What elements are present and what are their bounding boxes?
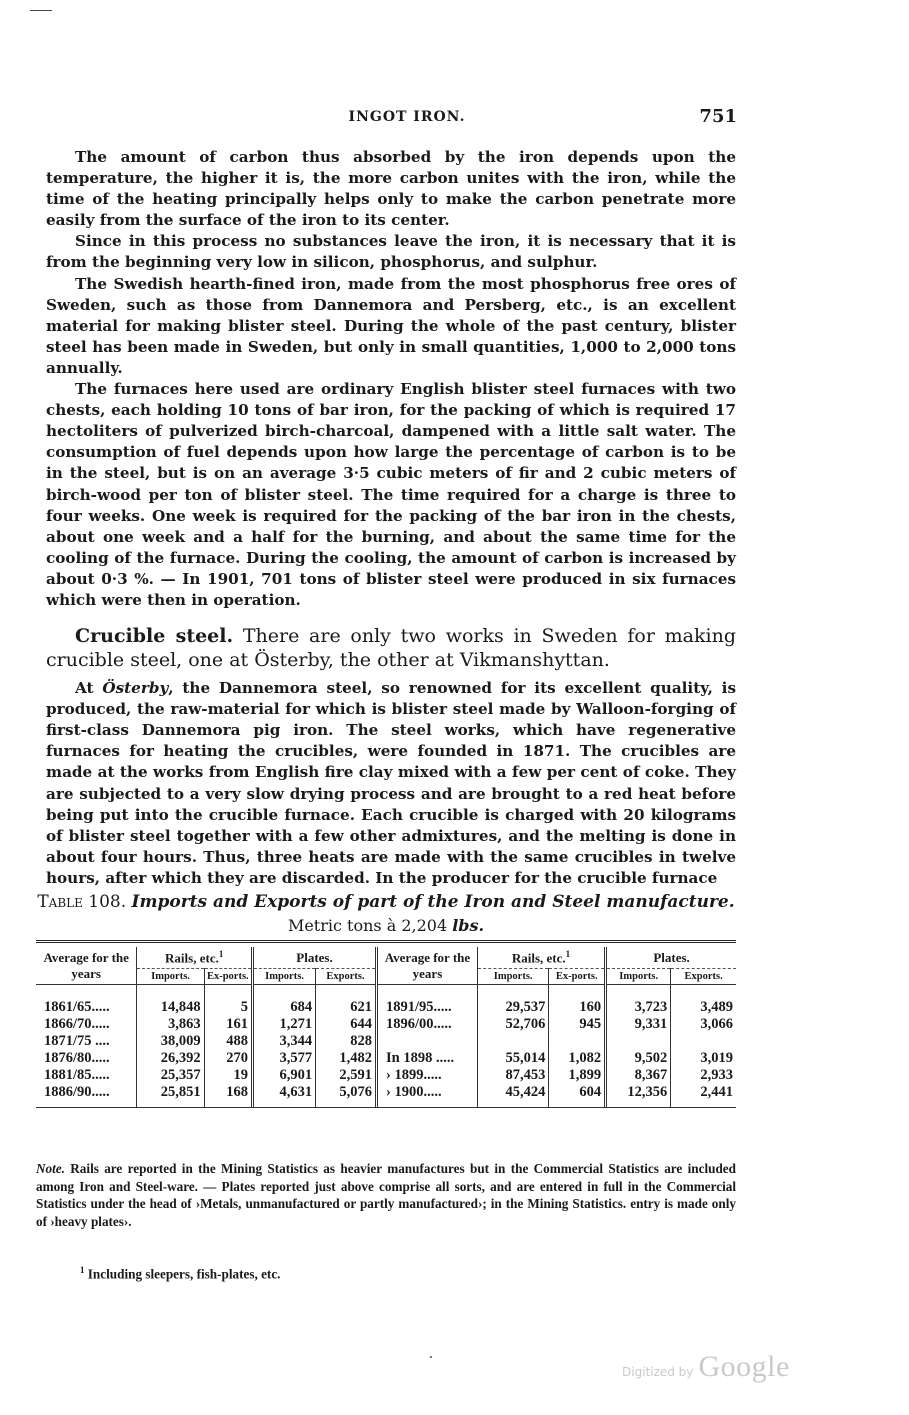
header-plates-exports-left: Exports. bbox=[316, 969, 377, 985]
digitized-watermark bbox=[622, 1350, 790, 1384]
table-subtitle-main: Metric tons à 2,204 bbox=[287, 916, 448, 935]
right-rails-imports-cell: 29,537 bbox=[477, 999, 548, 1016]
left-period-cell: 1866/70..... bbox=[44, 1016, 110, 1033]
header-rails-right-text: Rails, etc. bbox=[511, 950, 566, 966]
right-period-cell: › 1899..... bbox=[377, 1067, 478, 1084]
right-rails-imports-cell: 55,014 bbox=[477, 1050, 548, 1067]
watermark-small-text: Digitized by bbox=[622, 1365, 694, 1379]
table-row bbox=[36, 1084, 736, 1101]
right-plates-exports-cell: 3,019 bbox=[671, 1050, 736, 1067]
right-period-cell: In 1898 ..... bbox=[377, 1050, 478, 1067]
right-plates-imports-cell: 9,331 bbox=[606, 1016, 671, 1033]
section-crucible-steel bbox=[46, 624, 736, 672]
paragraph-furnaces: The furnaces here used are ordinary English blister steel furnaces with two chests, each holding 10 tons of bar iron, for the packing of which is required 17 hectoliters of pulverized birch-charcoal, dampened with a little salt water. The consumption of fuel depends upon how large the percentage of carbon is to be in the steel, but is on an average 3·5 cubic meters of fir and 2 cubic meters of birch-wood per ton of blister steel. The time required for a charge is three to four weeks. One week is required for the packing of the bar iron in the chests, about one week and a half for the burning, and about the same time for the cooling of the furnace. During the cooling, the amount of carbon is increased by about 0·3 %. — In 1901, 701 tons of blister steel were produced in six furnaces which were then in operation. bbox=[46, 380, 736, 609]
note-text: Rails are reported in the Mining Statistics as heavier manufactures but in the Commercial Statistics are included among Iron and Steel-ware. — Plates reported just above comprise all sorts, and are entered in full in the Commercial Statistics under the head of ›Metals, unmanufactured or partly manufactured›; in the Mining Statistics. entry is made only of ›heavy plates›. bbox=[36, 1161, 736, 1229]
left-plates-imports-cell: 3,344 bbox=[253, 1033, 316, 1050]
right-rails-imports-cell: 87,453 bbox=[477, 1067, 548, 1084]
left-rails-imports-cell: 25,851 bbox=[137, 1084, 204, 1101]
right-plates-exports-cell bbox=[671, 1033, 736, 1050]
left-rails-imports-cell: 14,848 bbox=[137, 999, 204, 1016]
left-plates-imports-cell: 1,271 bbox=[253, 1016, 316, 1033]
imports-exports-table bbox=[36, 947, 736, 1107]
right-plates-imports-cell: 12,356 bbox=[606, 1084, 671, 1101]
paragraph-carbon-absorption: The amount of carbon thus absorbed by the iron depends upon the temperature, the higher it is, the more carbon unites with the iron, while the time of the heating principally helps only to make the carbon penetrate more easily from the surface of the iron to its center. bbox=[46, 148, 736, 230]
right-plates-imports-cell bbox=[606, 1033, 671, 1050]
footnote-marker: 1 bbox=[80, 1265, 85, 1275]
header-rails-imports-left: Imports. bbox=[137, 969, 204, 985]
body-text bbox=[46, 147, 736, 889]
table-spacer bbox=[36, 985, 736, 1000]
right-period-cell: 1891/95..... bbox=[377, 999, 478, 1016]
left-plates-exports-cell: 621 bbox=[316, 999, 377, 1016]
left-rails-imports-cell: 26,392 bbox=[137, 1050, 204, 1067]
right-plates-exports-cell: 2,441 bbox=[671, 1084, 736, 1101]
right-rails-exports-cell bbox=[549, 1033, 606, 1050]
watermark-logo-text: Google bbox=[698, 1350, 790, 1383]
table-number: Table 108. bbox=[37, 892, 127, 912]
left-plates-exports-cell: 644 bbox=[316, 1016, 377, 1033]
header-rails-left bbox=[137, 947, 253, 969]
trade-table bbox=[36, 940, 736, 1108]
note-label: Note. bbox=[36, 1161, 65, 1176]
left-plates-exports-cell: 828 bbox=[316, 1033, 377, 1050]
left-rails-imports-cell: 38,009 bbox=[137, 1033, 204, 1050]
header-rails-exports-left: Ex-ports. bbox=[204, 969, 252, 985]
right-period-cell: › 1900..... bbox=[377, 1084, 478, 1101]
page-header bbox=[75, 106, 739, 128]
left-period-cell: 1881/85..... bbox=[44, 1067, 110, 1084]
right-plates-imports-cell: 8,367 bbox=[606, 1067, 671, 1084]
scan-mark bbox=[30, 10, 52, 11]
running-head: INGOT IRON. bbox=[348, 109, 466, 125]
left-period-cell: 1861/65..... bbox=[44, 999, 110, 1016]
table-row bbox=[36, 1033, 736, 1050]
table-caption bbox=[36, 890, 736, 938]
header-rails-exports-right: Ex-ports. bbox=[549, 969, 606, 985]
left-rails-exports-cell: 161 bbox=[204, 1016, 252, 1033]
header-plates-left: Plates. bbox=[253, 947, 377, 969]
header-rails-right-sup: 1 bbox=[565, 949, 571, 959]
left-plates-imports-cell: 3,577 bbox=[253, 1050, 316, 1067]
header-plates-right: Plates. bbox=[606, 947, 736, 969]
right-plates-exports-cell: 2,933 bbox=[671, 1067, 736, 1084]
paragraph-hearth-fined-iron: The Swedish hearth-fined iron, made from the most phosphorus free ores of Sweden, such as those from Dannemora and Persberg, etc., is an excellent material for making blister steel. During the whole of the past century, blister steel has been made in Sweden, but only in small quantities, 1,000 to 2,000 tons annually. bbox=[46, 274, 736, 377]
right-plates-imports-cell: 9,502 bbox=[606, 1050, 671, 1067]
left-plates-exports-cell: 1,482 bbox=[316, 1050, 377, 1067]
header-plates-imports-right: Imports. bbox=[606, 969, 671, 985]
table-row bbox=[36, 1067, 736, 1084]
left-rails-exports-cell: 488 bbox=[204, 1033, 252, 1050]
left-plates-imports-cell: 6,901 bbox=[253, 1067, 316, 1084]
paragraph-osterby bbox=[46, 678, 736, 889]
left-plates-imports-cell: 684 bbox=[253, 999, 316, 1016]
table-bottom-rule bbox=[36, 1107, 736, 1108]
table-body bbox=[36, 985, 736, 1108]
scan-speck bbox=[430, 1356, 432, 1358]
right-rails-imports-cell bbox=[477, 1033, 548, 1050]
left-rails-exports-cell: 5 bbox=[204, 999, 252, 1016]
header-plates-exports-right: Exports. bbox=[671, 969, 736, 985]
right-period-cell bbox=[377, 1033, 478, 1050]
right-rails-exports-cell: 604 bbox=[549, 1084, 606, 1101]
section-title: Crucible steel. bbox=[75, 625, 234, 648]
right-plates-exports-cell: 3,489 bbox=[671, 999, 736, 1016]
table-subtitle bbox=[36, 914, 736, 938]
header-rails-right bbox=[477, 947, 605, 969]
right-plates-exports-cell: 3,066 bbox=[671, 1016, 736, 1033]
header-rails-imports-right: Imports. bbox=[477, 969, 548, 985]
osterby-lead: At bbox=[75, 679, 94, 698]
page-number: 751 bbox=[699, 106, 737, 127]
left-period-cell: 1886/90..... bbox=[44, 1084, 110, 1101]
left-rails-imports-cell: 3,863 bbox=[137, 1016, 204, 1033]
right-rails-exports-cell: 160 bbox=[549, 999, 606, 1016]
footnote bbox=[80, 1265, 280, 1282]
header-plates-imports-left: Imports. bbox=[253, 969, 316, 985]
table-row bbox=[36, 1050, 736, 1067]
header-rails-left-sup: 1 bbox=[218, 949, 224, 959]
left-plates-exports-cell: 2,591 bbox=[316, 1067, 377, 1084]
left-rails-exports-cell: 168 bbox=[204, 1084, 252, 1101]
header-average-left: Average for the years bbox=[36, 947, 137, 985]
table-top-rule bbox=[36, 940, 736, 947]
left-period-cell: 1876/80..... bbox=[44, 1050, 110, 1067]
right-rails-exports-cell: 1,082 bbox=[549, 1050, 606, 1067]
left-plates-exports-cell: 5,076 bbox=[316, 1084, 377, 1101]
table-subtitle-unit: lbs. bbox=[452, 916, 485, 935]
right-plates-imports-cell: 3,723 bbox=[606, 999, 671, 1016]
right-rails-exports-cell: 1,899 bbox=[549, 1067, 606, 1084]
osterby-text: , the Dannemora steel, so renowned for its excellent quality, is produced, the raw-material for which is blister steel made by Walloon-forging of first-class Dannemora pig iron. The steel works, which have regenerative furnaces for heating the crucibles, were founded in 1871. The crucibles are made at the works from English fire clay mixed with a few per cent of coke. They are subjected to a very slow drying process and are brought to a red heat before being put into the crucible furnace. Each crucible is charged with 20 kilograms of blister steel together with a few other admixtures, and the melting is done in about four hours. Thus, three heats are made with the same crucibles in twelve hours, after which they are discarded. In the producer for the crucible furnace bbox=[46, 679, 737, 887]
left-period-cell: 1871/75 .... bbox=[44, 1033, 110, 1050]
header-average-right: Average for the years bbox=[377, 947, 478, 985]
header-rails-left-text: Rails, etc. bbox=[165, 950, 219, 966]
right-rails-imports-cell: 45,424 bbox=[477, 1084, 548, 1101]
table-row bbox=[36, 1016, 736, 1033]
right-rails-imports-cell: 52,706 bbox=[477, 1016, 548, 1033]
paragraph-low-silicon: Since in this process no substances leave the iron, it is necessary that it is from the beginning very low in silicon, phosphorus, and sulphur. bbox=[46, 232, 736, 272]
left-rails-exports-cell: 19 bbox=[204, 1067, 252, 1084]
right-period-cell: 1896/00..... bbox=[377, 1016, 478, 1033]
left-plates-imports-cell: 4,631 bbox=[253, 1084, 316, 1101]
left-rails-imports-cell: 25,357 bbox=[137, 1067, 204, 1084]
left-rails-exports-cell: 270 bbox=[204, 1050, 252, 1067]
table-row bbox=[36, 999, 736, 1016]
footnote-text: Including sleepers, fish-plates, etc. bbox=[87, 1266, 281, 1282]
table-note bbox=[36, 1160, 736, 1230]
table-title: Imports and Exports of part of the Iron and Steel manufacture. bbox=[131, 892, 735, 912]
right-rails-exports-cell: 945 bbox=[549, 1016, 606, 1033]
section-text: There are only two works in Sweden for making crucible steel, one at Österby, the other at Vikmanshyttan. bbox=[46, 625, 736, 672]
osterby-place: Österby bbox=[102, 679, 169, 698]
